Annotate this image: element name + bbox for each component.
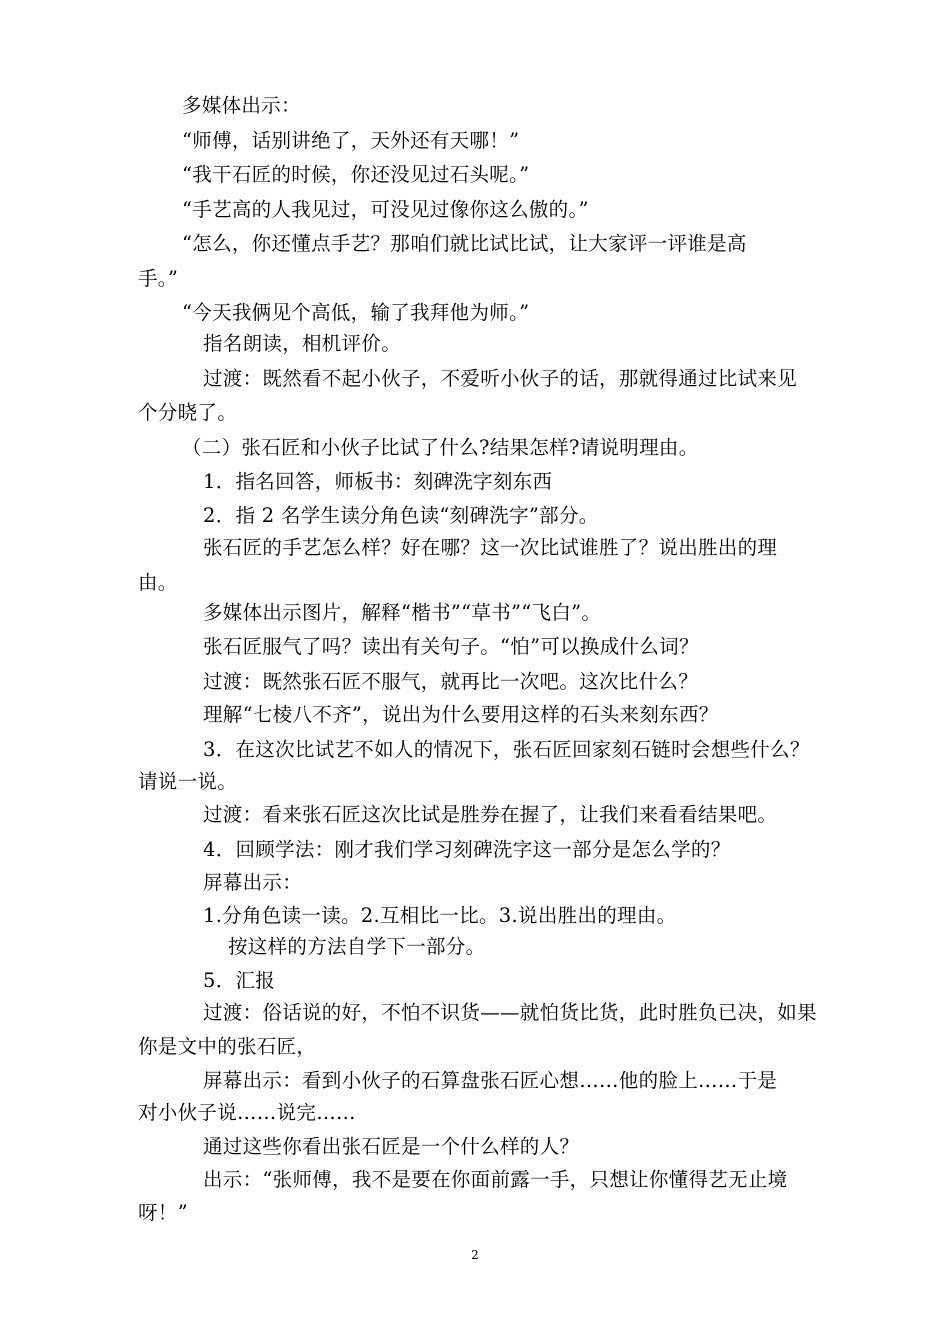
text-line: 理解“七棱八不齐”，说出为什么要用这样的石头来刻东西？ bbox=[203, 703, 719, 726]
text-line: 过渡：既然张石匠不服气，就再比一次吧。这次比什么？ bbox=[203, 670, 699, 693]
text-line: 多媒体出示图片，解释“楷书”“草书”“飞白”。 bbox=[203, 601, 602, 624]
text-line: 出示：“张师傅，我不是要在你面前露一手，只想让你懂得艺无止境 bbox=[203, 1168, 788, 1191]
text-line: 2．指 2 名学生读分角色读“刻碑洗字”部分。 bbox=[203, 504, 599, 527]
text-line: 过渡：既然看不起小伙子，不爱听小伙子的话，那就得通过比试来见 bbox=[203, 367, 798, 390]
text-line: （二）张石匠和小伙子比试了什么?结果怎样?请说明理由。 bbox=[182, 436, 699, 459]
text-line: 请说一说。 bbox=[138, 770, 238, 793]
text-line: “今天我俩见个高低，输了我拜他为师。” bbox=[182, 301, 530, 324]
text-line: 指名朗读，相机评价。 bbox=[203, 332, 402, 355]
text-line: 张石匠服气了吗？读出有关句子。“怕”可以换成什么词？ bbox=[203, 635, 699, 658]
text-line: 张石匠的手艺怎么样？好在哪？这一次比试谁胜了？说出胜出的理 bbox=[203, 536, 778, 559]
text-line: 5．汇报 bbox=[203, 969, 276, 992]
text-line: 由。 bbox=[138, 571, 178, 594]
text-line: 1.分角色读一读。2.互相比一比。3.说出胜出的理由。 bbox=[203, 904, 677, 927]
text-line: 你是文中的张石匠， bbox=[138, 1035, 317, 1058]
text-line: 过渡：俗话说的好，不怕不识货——就怕货比货，此时胜负已决，如果 bbox=[203, 1001, 817, 1024]
text-line: 3．在这次比试艺不如人的情况下，张石匠回家刻石链时会想些什么？ bbox=[203, 738, 810, 761]
text-line: 过渡：看来张石匠这次比试是胜券在握了，让我们来看看结果吧。 bbox=[203, 803, 778, 826]
text-line: 按这样的方法自学下一部分。 bbox=[228, 935, 486, 958]
text-line: “我干石匠的时候，你还没见过石头呢。” bbox=[182, 163, 530, 186]
page-number: 2 bbox=[471, 1248, 479, 1262]
text-line: 4．回顾学法：刚才我们学习刻碑洗字这一部分是怎么学的？ bbox=[203, 838, 731, 861]
text-line: 对小伙子说……说完…… bbox=[138, 1101, 356, 1124]
text-line: 个分晓了。 bbox=[138, 401, 238, 424]
text-line: 呀！” bbox=[138, 1201, 188, 1224]
text-line: 通过这些你看出张石匠是一个什么样的人？ bbox=[203, 1135, 580, 1158]
text-line: 屏幕出示： bbox=[203, 871, 303, 894]
text-line: 多媒体出示： bbox=[182, 94, 301, 117]
text-line: “师傅，话别讲绝了，天外还有天哪！” bbox=[182, 129, 520, 152]
text-line: 屏幕出示：看到小伙子的石算盘张石匠心想……他的脸上……于是 bbox=[203, 1069, 778, 1092]
text-line: “手艺高的人我见过，可没见过像你这么傲的。” bbox=[182, 198, 589, 221]
text-line: “怎么，你还懂点手艺？那咱们就比试比试，让大家评一评谁是高 bbox=[182, 232, 747, 255]
text-line: 1．指名回答，师板书：刻碑洗字刻东西 bbox=[203, 470, 553, 493]
text-line: 手。” bbox=[138, 267, 179, 290]
